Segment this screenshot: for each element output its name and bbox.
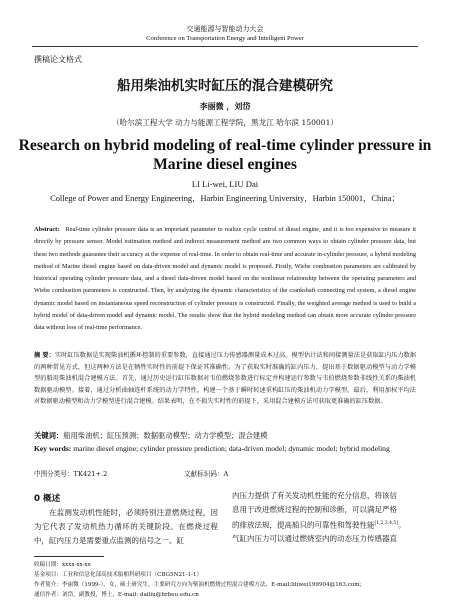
body-line	[232, 517, 416, 532]
authors-cn: 李丽微 ，刘岱	[199, 101, 251, 111]
paper-title-cn: 船用柴油机实时缸压的混合建模研究	[117, 78, 333, 94]
body-paragraph: 在监测发动机性能时，必须特别注意燃烧过程，因为它代表了发动机热力循环的关键阶段。在燃烧过程中，缸内压力是需要重点监测的信号之一。缸	[34, 508, 218, 545]
body-column-left	[34, 506, 218, 547]
abstract-en-text: Real-time cylinder pressure data is an important parameter to realize cycle control of diesel engine, and it is too expensive to measure it directly by pressure sensor. Model estimation method and indirect measurement method are two common ways to obtain cylinder pressure data, but these two methods guarantee their accuracy at the expense of real-time. In order to obtain real-time and accurate in-cylinder pressure, a hybrid modeling method of Marine diesel engine based on data-driven model and dynamic model is proposed. Firstly, Wiebe combustion parameters are calibrated by historical operating cylinder pressure data, and a diesel data-driven model based on the nonlinear relationship between the operating parameters and Wiebe combustion parameters is constructed. Then, by analyzing the dynamic characteristics of the crankshaft connecting rod system, a diesel engine dynamic model based on instantaneous speed reconstruction of cylinder pressure is constructed. Finally, the weighted average method is used to build a hybrid model of data-driven model and dynamic model. The results show that the hybrid modeling method can obtain more accurate cylinder pressure data without loss of real-time performance.	[34, 226, 416, 332]
document-code: 文献标识码：A	[184, 470, 229, 478]
keywords-en	[34, 443, 416, 454]
footnote-funding: 基金项目：工业和信息化部高技术船舶科研项目（CBG5N21-1-1）	[34, 572, 203, 578]
citation: [1,2,3,4,5]	[374, 520, 399, 526]
clc-number: 中图分类号：TK421+.2	[34, 470, 108, 478]
keywords-cn-text: 船用柴油机；缸压预测；数据驱动模型；动力学模型；混合建模	[63, 431, 268, 440]
body-column-right	[232, 489, 416, 546]
keywords-cn-label: 关键词：	[34, 431, 64, 440]
header-divider	[32, 46, 418, 47]
conference-name-en: Conference on Transportation Energy and Intelligent Power	[146, 35, 304, 42]
abstract-cn-label: 摘 要：	[34, 352, 55, 359]
abstract-en-label: Abstract:	[34, 226, 60, 233]
keywords-cn	[34, 431, 416, 441]
affiliation-en: College of Power and Energy Engineering，Harbin Engineering University，Harbin 150001，China；	[50, 194, 400, 203]
keywords-en-text: marine diesel engine; cylinder pressure prediction; data-driven model; dynamic model; hybrid modeling	[73, 444, 390, 453]
footnote-divider	[34, 556, 104, 557]
body-line-text: 的排放法规，提高船只的可靠性和驾驶性能	[232, 520, 375, 530]
paper-title-en: Research on hybrid modeling of real-time cylinder pressure in Marine diesel engines	[18, 137, 432, 173]
body-line-end: 。	[398, 520, 406, 530]
draft-format-label: 撰稿论文格式	[34, 55, 82, 64]
keywords-en-label: Key words:	[34, 444, 72, 453]
section-heading: 0 概述	[34, 494, 61, 504]
body-line: 息用于改进燃烧过程的控制和诊断，可以满足严格	[232, 504, 397, 514]
footnote-received: 收稿日期：xxxx-xx-xx	[34, 562, 91, 568]
conference-name-cn: 交通能源与智能动力大会	[186, 25, 264, 33]
authors-en: LI Li-wei, LIU Dai	[191, 179, 259, 189]
affiliation-cn: （哈尔滨工程大学 动力与能源工程学院，黑龙江 哈尔滨 150001）	[111, 118, 339, 127]
footnote-author-bio: 作者简介：李丽微（1999-），女，硕士研究生，主要研究方向为柴油机燃烧过程混合建模方法，E-mail:liliwei199904@163.com；	[34, 582, 366, 588]
abstract-en	[34, 224, 416, 335]
abstract-cn-text: 实时缸压数据是实现柴油机循环控制的重要参数，直接通过压力传感器测量成本过高。模型估计法和间接测量法是获取缸内压力数据的两种常见方式，但这两种方法是在牺牲实时性的前提下保证其准确性。为了获取实时准确的缸内压力，提出基于数据驱动模型与动力学模型的船用柴油机混合建模方法。首先，通过历史运行缸压数据对韦伯燃烧参数进行标定并构建运行参数与韦伯燃烧参数非线性关系的柴油机数据驱动模型。接着，通过分析曲轴连杆系统的动力学特性，构建一个基于瞬时转速重构缸压的柴油机动力学模型。最后，利用加权平均法对数据驱动模型和动力学模型进行混合建模。结果表明，在不损失实时性的前提下，采用混合建模方法可获取更准确的缸压数据。	[34, 352, 416, 406]
body-line: 气缸内压力可以通过燃烧室内的动态压力传感器直	[232, 533, 397, 543]
abstract-cn	[34, 350, 416, 408]
body-line: 内压力提供了有关发动机性能的充分信息，将该信	[232, 491, 397, 500]
footnote-corresponding: 通信作者：刘岱，副教授，博士，E-mail: dailiu@hrbeu.edu.cn	[34, 592, 199, 598]
